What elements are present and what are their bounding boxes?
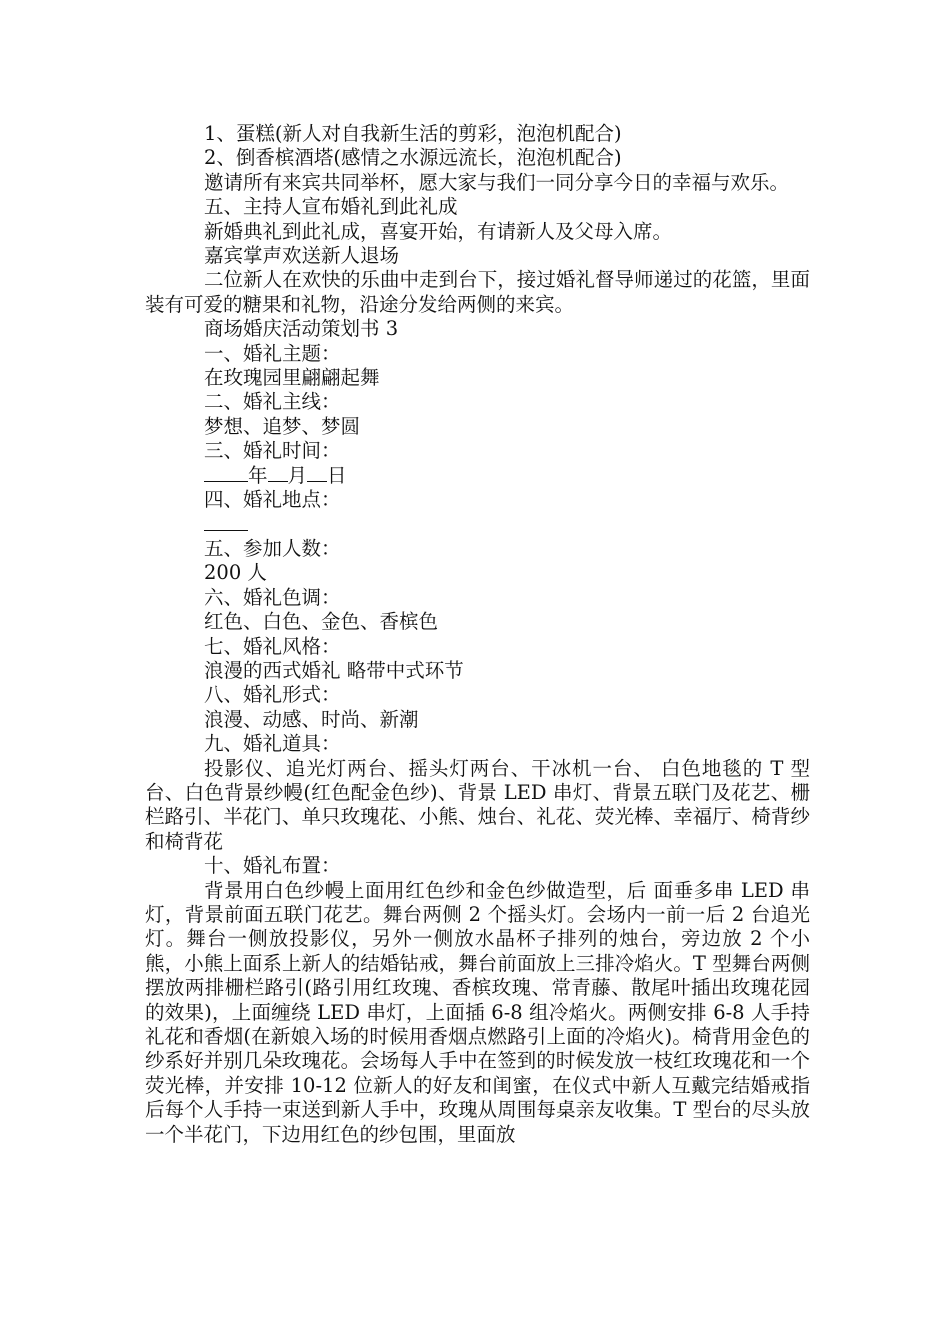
value-date-blank bbox=[145, 464, 810, 488]
heading-color-tone: 六、婚礼色调： bbox=[204, 585, 341, 609]
paragraph-guests-applaud: 嘉宾掌声欢送新人退场 bbox=[204, 244, 400, 268]
location-blank bbox=[204, 513, 248, 531]
heading-attendees: 五、参加人数： bbox=[204, 536, 341, 560]
heading-props: 九、婚礼道具： bbox=[204, 732, 341, 756]
paragraph-toast-invitation: 邀请所有来宾共同举杯，愿大家与我们一同分享今日的幸福与欢乐。 bbox=[204, 170, 790, 194]
heading-time: 三、婚礼时间： bbox=[204, 439, 341, 463]
heading-ceremony-complete: 五、主持人宣布婚礼到此礼成 bbox=[204, 195, 458, 219]
value-style: 浪漫的西式婚礼 略带中式环节 bbox=[204, 658, 464, 682]
day-suffix: 日 bbox=[327, 463, 347, 487]
paragraph-cake: 1、蛋糕(新人对自我新生活的剪彩，泡泡机配合) bbox=[204, 122, 622, 145]
heading-form: 八、婚礼形式： bbox=[204, 683, 341, 707]
value-layout: 背景用白色纱幔上面用红色纱和金色纱做造型，后 面垂多串 LED 串灯，背景前面五联门花艺。舞台两侧 2 个摇头灯。会场内一前一后 2 台追光灯。舞台一侧放投影仪，另外一侧放水晶杯子排列的烛台，旁边放 2 个小熊，小熊上面系上新人的结婚钻戒，舞台前面放上三排冷焰火。T 型舞台两侧摆放两排栅栏路引(路引用红玫瑰、香槟玫瑰、常青藤、散尾叶插出玫瑰花园的效果)，上面缠绕 LED 串灯，上面插 6-8 组冷焰火。两侧安排 6-8 人手持礼花和香烟(在新娘入场的时候用香烟点燃路引上面的冷焰火)。椅背用金色的纱系好并别几朵玫瑰花。会场每人手中在签到的时候发放一枝红玫瑰花和一个荧光棒，并安排 10-12 位新人的好友和闺蜜，在仪式中新人互戴完结婚戒指后每个人手持一束送到新人手中，玫瑰从周围每桌亲友收集。T 型台的尽头放一个半花门，下边用红色的纱包围，里面放 bbox=[145, 878, 810, 1146]
paragraph-banquet-start: 新婚典礼到此礼成，喜宴开始，有请新人及父母入席。 bbox=[204, 219, 673, 243]
heading-layout: 十、婚礼布置： bbox=[204, 854, 341, 878]
heading-location: 四、婚礼地点： bbox=[204, 488, 341, 512]
value-form: 浪漫、动感、时尚、新潮 bbox=[204, 707, 419, 731]
document-body bbox=[145, 122, 810, 1147]
heading-style: 七、婚礼风格： bbox=[204, 634, 341, 658]
month-blank bbox=[268, 464, 288, 482]
value-attendees: 200 人 bbox=[204, 561, 267, 585]
value-props: 投影仪、追光灯两台、摇头灯两台、干冰机一台、 白色地毯的 T 型台、白色背景纱幔(红色配金色纱)、背景 LED 串灯、背景五联门及花艺、栅栏路引、半花门、单只玫瑰花、小熊、烛台、礼花、荧光棒、幸福厅、椅背纱和椅背花 bbox=[145, 756, 810, 853]
heading-theme: 一、婚礼主题： bbox=[204, 341, 341, 365]
value-location-blank bbox=[145, 513, 810, 537]
paragraph-flower-basket: 二位新人在欢快的乐曲中走到台下，接过婚礼督导师递过的花篮，里面装有可爱的糖果和礼物，沿途分发给两侧的来宾。 bbox=[145, 268, 810, 316]
day-blank bbox=[307, 464, 327, 482]
paragraph-champagne-tower: 2、倒香槟酒塔(感情之水源远流长，泡泡机配合) bbox=[204, 146, 622, 170]
value-color-tone: 红色、白色、金色、香槟色 bbox=[204, 610, 439, 634]
heading-main-line: 二、婚礼主线： bbox=[204, 390, 341, 414]
year-blank bbox=[204, 464, 248, 482]
value-main-line: 梦想、追梦、梦圆 bbox=[204, 414, 361, 438]
year-suffix: 年 bbox=[248, 463, 268, 487]
section-title-plan-3: 商场婚庆活动策划书 3 bbox=[204, 317, 399, 341]
value-theme: 在玫瑰园里翩翩起舞 bbox=[204, 366, 380, 390]
month-suffix: 月 bbox=[287, 463, 308, 487]
